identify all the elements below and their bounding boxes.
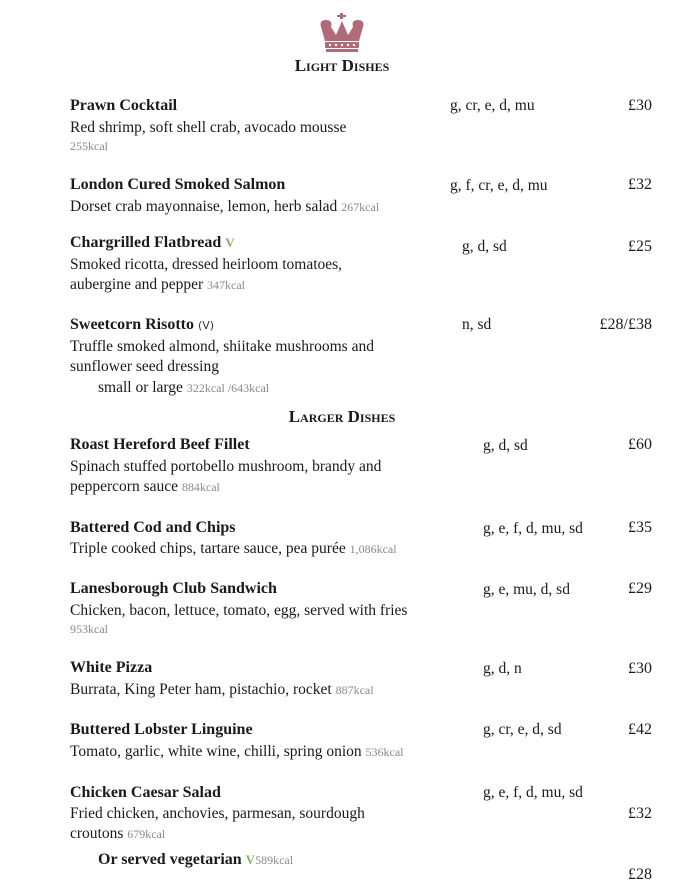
dish-name: Buttered Lobster Linguine xyxy=(70,721,253,738)
dish-description: Fried chicken, anchovies, parmesan, sourdough xyxy=(70,805,365,822)
dish-kcal: 536kcal xyxy=(365,745,404,759)
dish-description: croutons 679kcal xyxy=(70,825,166,842)
dish-name: London Cured Smoked Salmon xyxy=(70,176,286,193)
dish-allergens: g, e, f, d, mu, sd xyxy=(483,784,583,801)
dish-name: Roast Hereford Beef Fillet xyxy=(70,436,250,453)
section-heading-larger-dishes: Larger Dishes xyxy=(288,407,396,426)
dish-allergens: g, d, sd xyxy=(483,437,528,454)
dish-price: £42 xyxy=(628,721,652,738)
dish-name: Sweetcorn Risotto (V) xyxy=(70,316,215,333)
dish-price: £60 xyxy=(628,436,652,453)
dish-kcal: 589kcal xyxy=(255,853,294,867)
dish-kcal: 884kcal xyxy=(181,480,220,494)
dish-kcal: 1,086kcal xyxy=(349,542,397,556)
dish-name: Lanesborough Club Sandwich xyxy=(70,580,277,597)
dish-variant-price: £28 xyxy=(628,866,652,883)
dish-price: £25 xyxy=(628,238,652,255)
dish-kcal: 322kcal /643kcal xyxy=(186,381,270,395)
vegetarian-icon: V xyxy=(225,235,235,250)
dish-description: aubergine and pepper 347kcal xyxy=(70,276,246,293)
dish-description: Truffle smoked almond, shiitake mushrooms and xyxy=(70,338,374,355)
dish-size-note: small or large 322kcal /643kcal xyxy=(98,379,270,396)
dish-kcal: 347kcal xyxy=(207,278,246,292)
dish-name: White Pizza xyxy=(70,659,153,676)
dish-name: Battered Cod and Chips xyxy=(70,519,236,536)
dish-name: Chargrilled Flatbread V xyxy=(70,234,235,251)
dish-price: £35 xyxy=(628,519,652,536)
dish-description: Chicken, bacon, lettuce, tomato, egg, served with fries xyxy=(70,602,408,619)
dish-description: Red shrimp, soft shell crab, avocado mousse xyxy=(70,119,347,136)
dish-allergens: g, d, n xyxy=(483,660,522,677)
dish-allergens: g, e, f, d, mu, sd xyxy=(483,520,583,537)
dish-price: £32 xyxy=(628,176,652,193)
dish-description: Smoked ricotta, dressed heirloom tomatoes, xyxy=(70,256,343,273)
dish-kcal: 267kcal xyxy=(341,200,380,214)
dish-allergens: g, cr, e, d, sd xyxy=(483,721,562,738)
dish-price: £32 xyxy=(628,805,652,822)
dish-price: £30 xyxy=(628,660,652,677)
dish-name: Chicken Caesar Salad xyxy=(70,784,221,801)
dish-description: Tomato, garlic, white wine, chilli, spring onion 536kcal xyxy=(70,743,404,760)
dish-price: £29 xyxy=(628,580,652,597)
dish-allergens: g, d, sd xyxy=(462,238,507,255)
dish-kcal: 679kcal xyxy=(127,827,166,841)
crown-icon xyxy=(317,13,367,55)
vegetarian-icon: (V) xyxy=(197,319,215,332)
dish-allergens: g, e, mu, d, sd xyxy=(483,581,570,598)
dish-allergens: g, cr, e, d, mu xyxy=(450,97,535,114)
section-heading-light-dishes: Light Dishes xyxy=(294,56,390,75)
dish-description: Burrata, King Peter ham, pistachio, rocket 887kcal xyxy=(70,681,374,698)
dish-description: peppercorn sauce 884kcal xyxy=(70,478,220,495)
dish-description: sunflower seed dressing xyxy=(70,358,219,375)
dish-variant-name: Or served vegetarian V589kcal xyxy=(98,851,294,868)
dish-description: Spinach stuffed portobello mushroom, brandy and xyxy=(70,458,382,475)
dish-kcal: 887kcal xyxy=(335,683,374,697)
dish-allergens: g, f, cr, e, d, mu xyxy=(450,177,548,194)
dish-kcal: 953kcal xyxy=(70,622,108,636)
dish-name: Prawn Cocktail xyxy=(70,97,178,114)
dish-description: Dorset crab mayonnaise, lemon, herb salad 267kcal xyxy=(70,198,380,215)
dish-allergens: n, sd xyxy=(462,316,492,333)
dish-description: Triple cooked chips, tartare sauce, pea purée 1,086kcal xyxy=(70,540,397,557)
dish-kcal: 255kcal xyxy=(70,139,108,153)
dish-price: £28/£38 xyxy=(599,316,652,333)
vegetarian-icon: V xyxy=(245,852,256,867)
dish-price: £30 xyxy=(628,97,652,114)
